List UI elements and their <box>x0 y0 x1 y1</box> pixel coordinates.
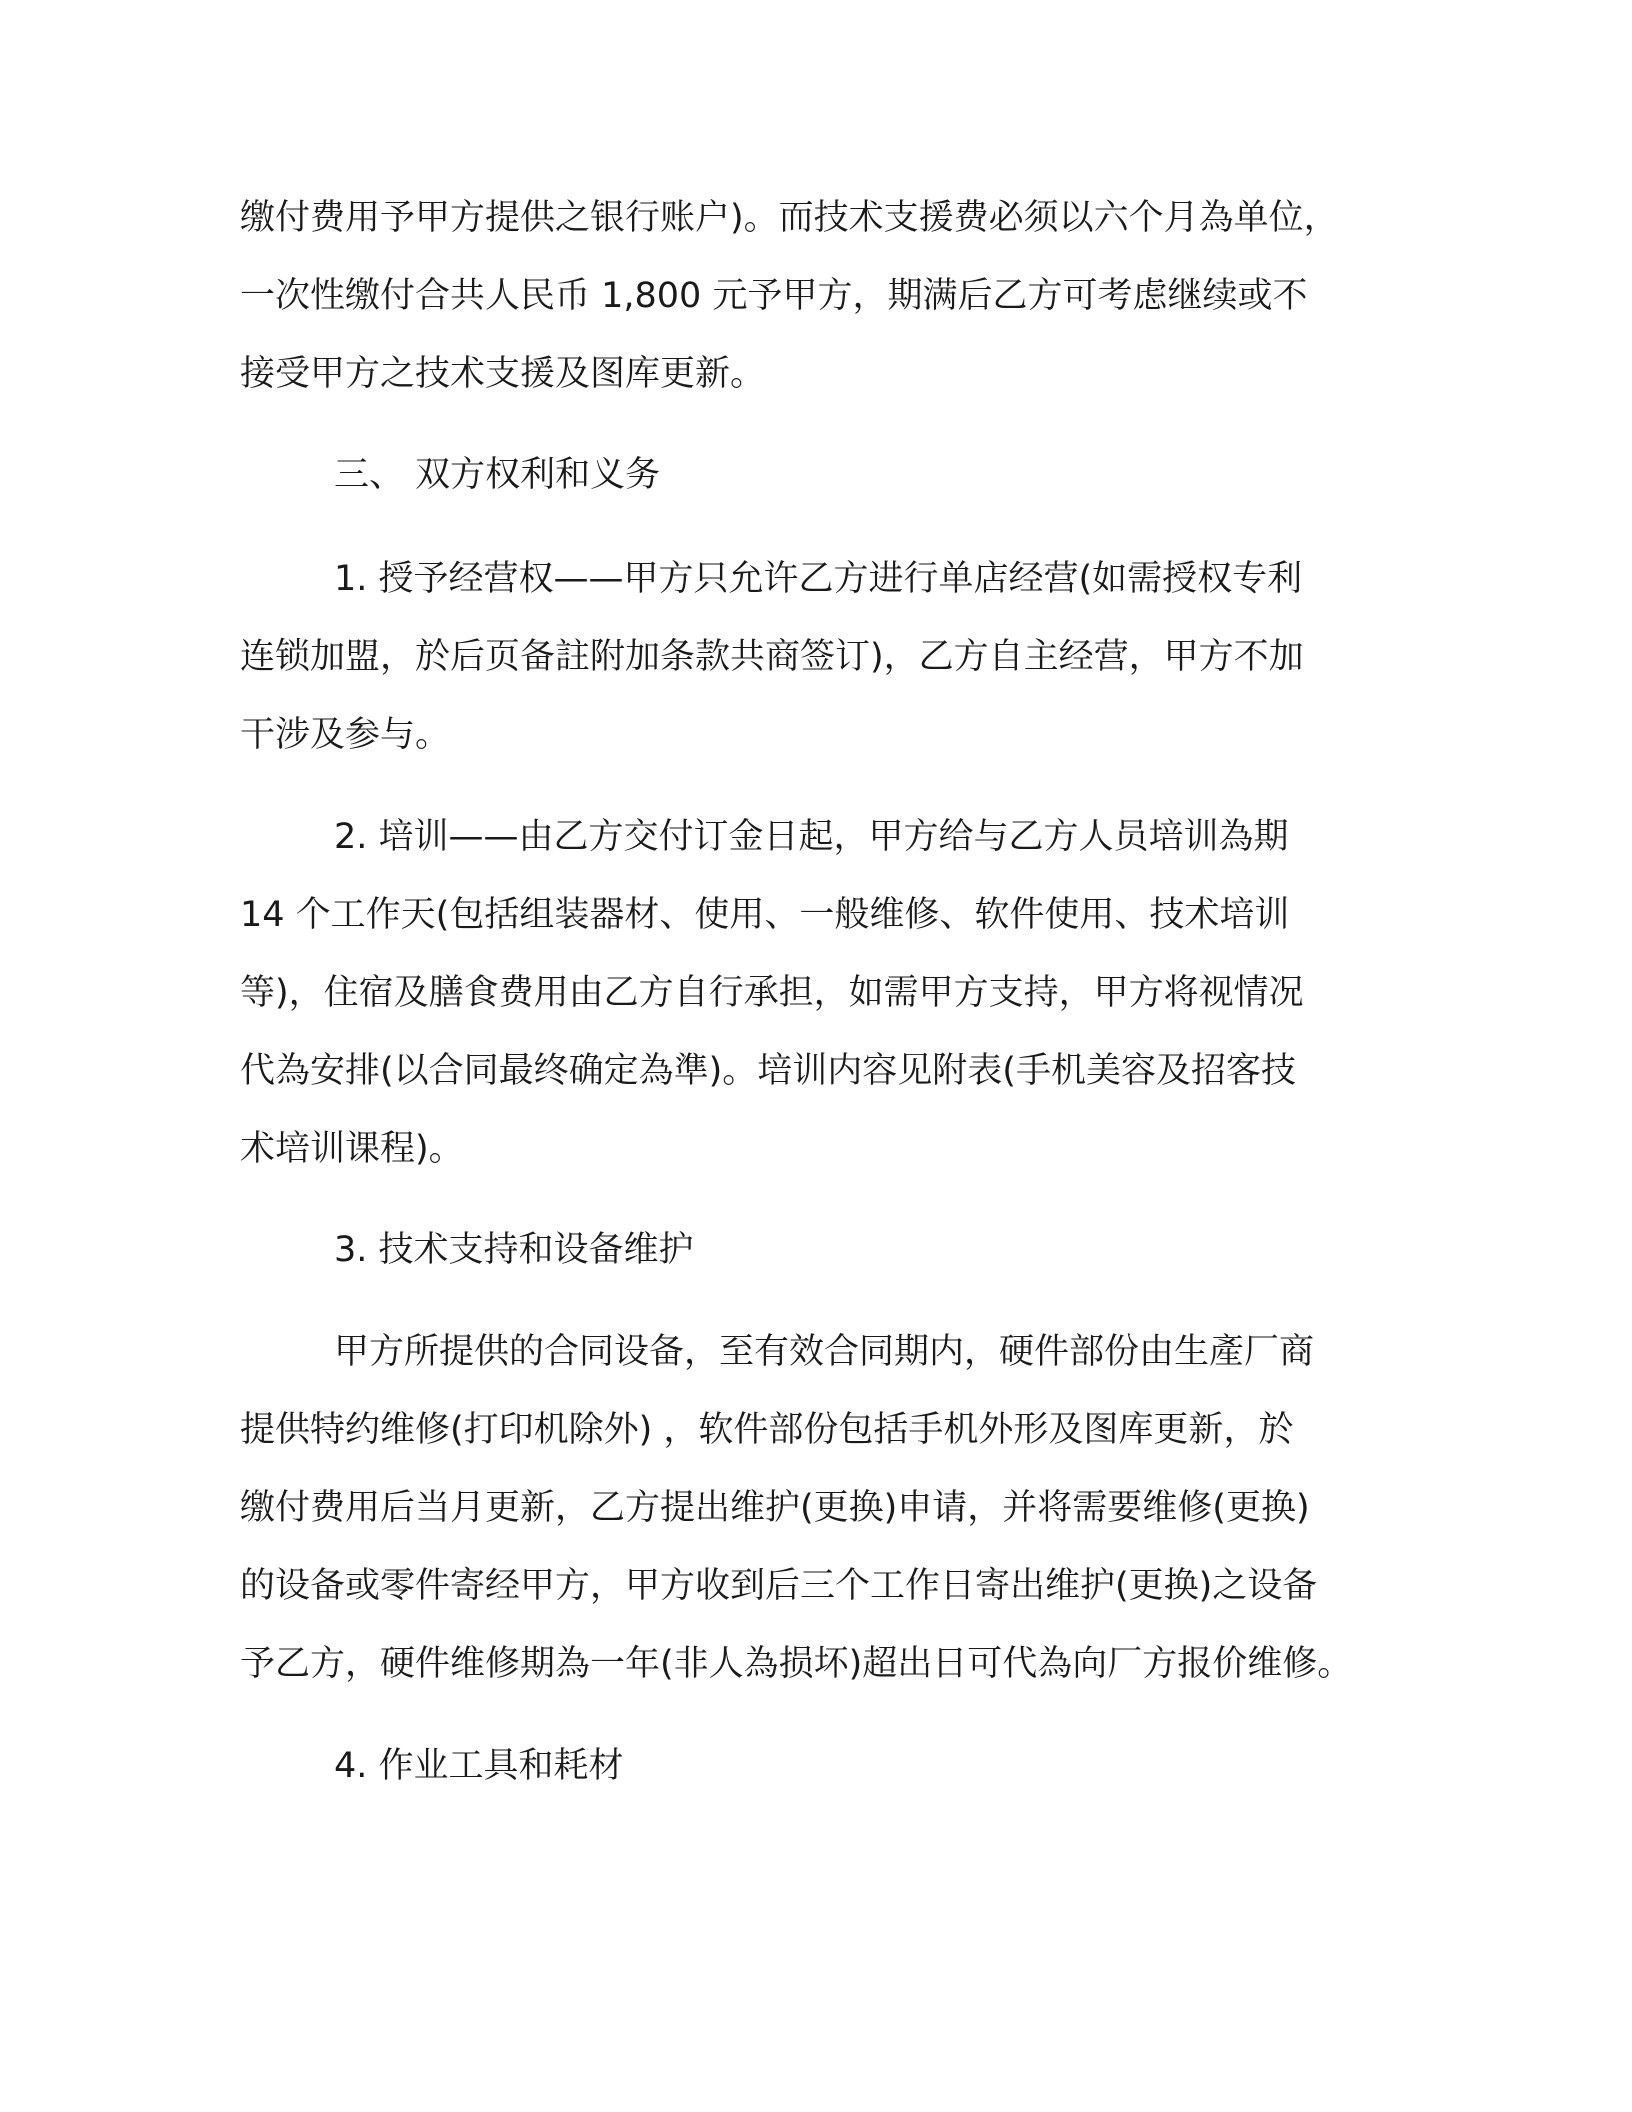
text-line-2: 一次性缴付合共人民币 1,800 元予甲方，期满后乙方可考虑继续或不 <box>240 276 1308 316</box>
text-line-15: 提供特约维修(打印机除外) ，软件部份包括手机外形及图库更新，於 <box>240 1410 1294 1450</box>
text-line-1: 缴付费用予甲方提供之银行账户)。而技术支援费必须以六个月為单位， <box>240 198 1339 238</box>
text-line-6: 连锁加盟，於后页备註附加条款共商签订)，乙方自主经营，甲方不加 <box>240 637 1304 677</box>
section-heading-rights-obligations: 三、 双方权利和义务 <box>334 455 661 495</box>
clause-1-first-line: 1. 授予经营权——甲方只允许乙方进行单店经营(如需授权专利 <box>334 559 1303 599</box>
text-line-3: 接受甲方之技术支援及图库更新。 <box>240 354 766 394</box>
text-line-18: 予乙方，硬件维修期為一年(非人為损坏)超出日可代為向厂方报价维修。 <box>240 1644 1353 1684</box>
text-line-10: 等)，住宿及膳食费用由乙方自行承担，如需甲方支持，甲方将视情况 <box>240 973 1304 1013</box>
text-line-9: 14 个工作天(包括组装器材、使用、一般维修、软件使用、技术培训 <box>240 895 1290 935</box>
text-line-11: 代為安排(以合同最终确定為準)。培训内容见附表(手机美容及招客技 <box>240 1051 1296 1091</box>
text-line-17: 的设备或零件寄经甲方，甲方收到后三个工作日寄出维护(更换)之设备 <box>240 1566 1318 1606</box>
clause-2-first-line: 2. 培训——由乙方交付订金日起，甲方给与乙方人员培训為期 <box>334 817 1289 857</box>
text-line-16: 缴付费用后当月更新，乙方提出维护(更换)申请，并将需要维修(更换) <box>240 1488 1310 1528</box>
clause-4-heading: 4. 作业工具和耗材 <box>334 1746 624 1786</box>
text-line-7: 干涉及参与。 <box>240 715 451 755</box>
text-line-12: 术培训课程)。 <box>240 1129 464 1169</box>
clause-3-body-first-line: 甲方所提供的合同设备，至有效合同期内，硬件部份由生產厂商 <box>334 1332 1315 1372</box>
clause-3-heading: 3. 技术支持和设备维护 <box>334 1230 694 1270</box>
